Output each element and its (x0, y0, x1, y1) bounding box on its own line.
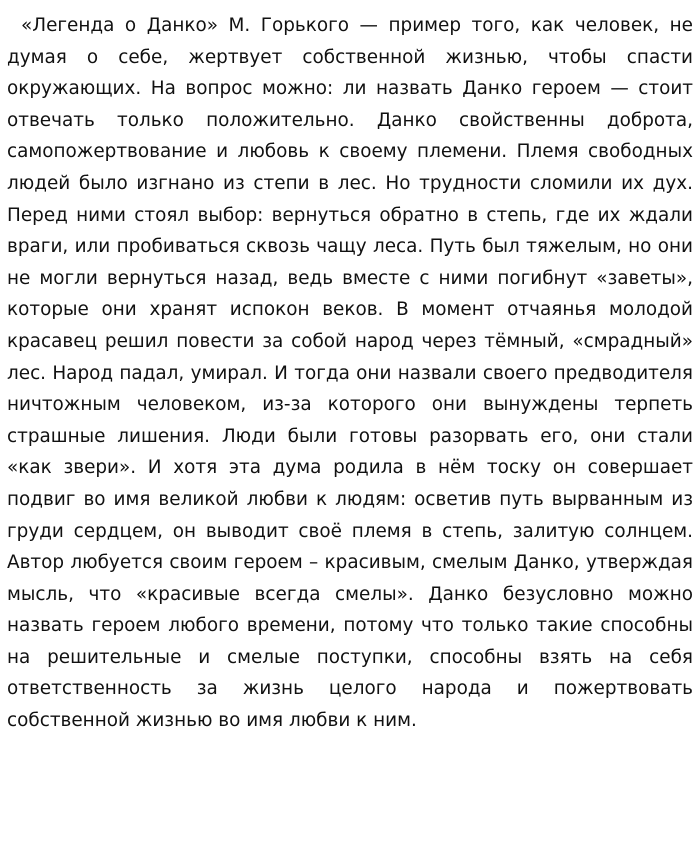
essay-paragraph: «Легенда о Данко» М. Горького — пример того, как человек, не думая о себе, жертвует собственной жизнью, чтобы спасти окружающих. На вопрос можно: ли назвать Данко героем — стоит отвечать только положительно. Данко свойственны доброта, самопожертвование и любовь к своему племени. Племя свободных людей было изгнано из степи в лес. Но трудности сломили их дух. Перед ними стоял выбор: вернуться обратно в степь, где их ждали враги, или пробиваться сквозь чащу леса. Путь был тяжелым, но они не могли вернуться назад, ведь вместе с ними погибнут «заветы», которые они хранят испокон веков. В момент отчаянья молодой красавец решил повести за собой народ через тёмный, «смрадный» лес. Народ падал, умирал. И тогда они назвали своего предводителя ничтожным человеком, из-за которого они вынуждены терпеть страшные лишения. Люди были готовы разорвать его, они стали «как звери». И хотя эта дума родила в нём тоску он совершает подвиг во имя великой любви к людям: осветив путь вырванным из груди сердцем, он выводит своё племя в степь, залитую солнцем. Автор любуется своим героем – красивым, смелым Данко, утверждая мысль, что «красивые всегда смелы». Данко безусловно можно назвать героем любого времени, потому что только такие способны на решительные и смелые поступки, способны взять на себя ответственность за жизнь целого народа и пожертвовать собственной жизнью во имя любви к ним. (7, 15, 693, 732)
